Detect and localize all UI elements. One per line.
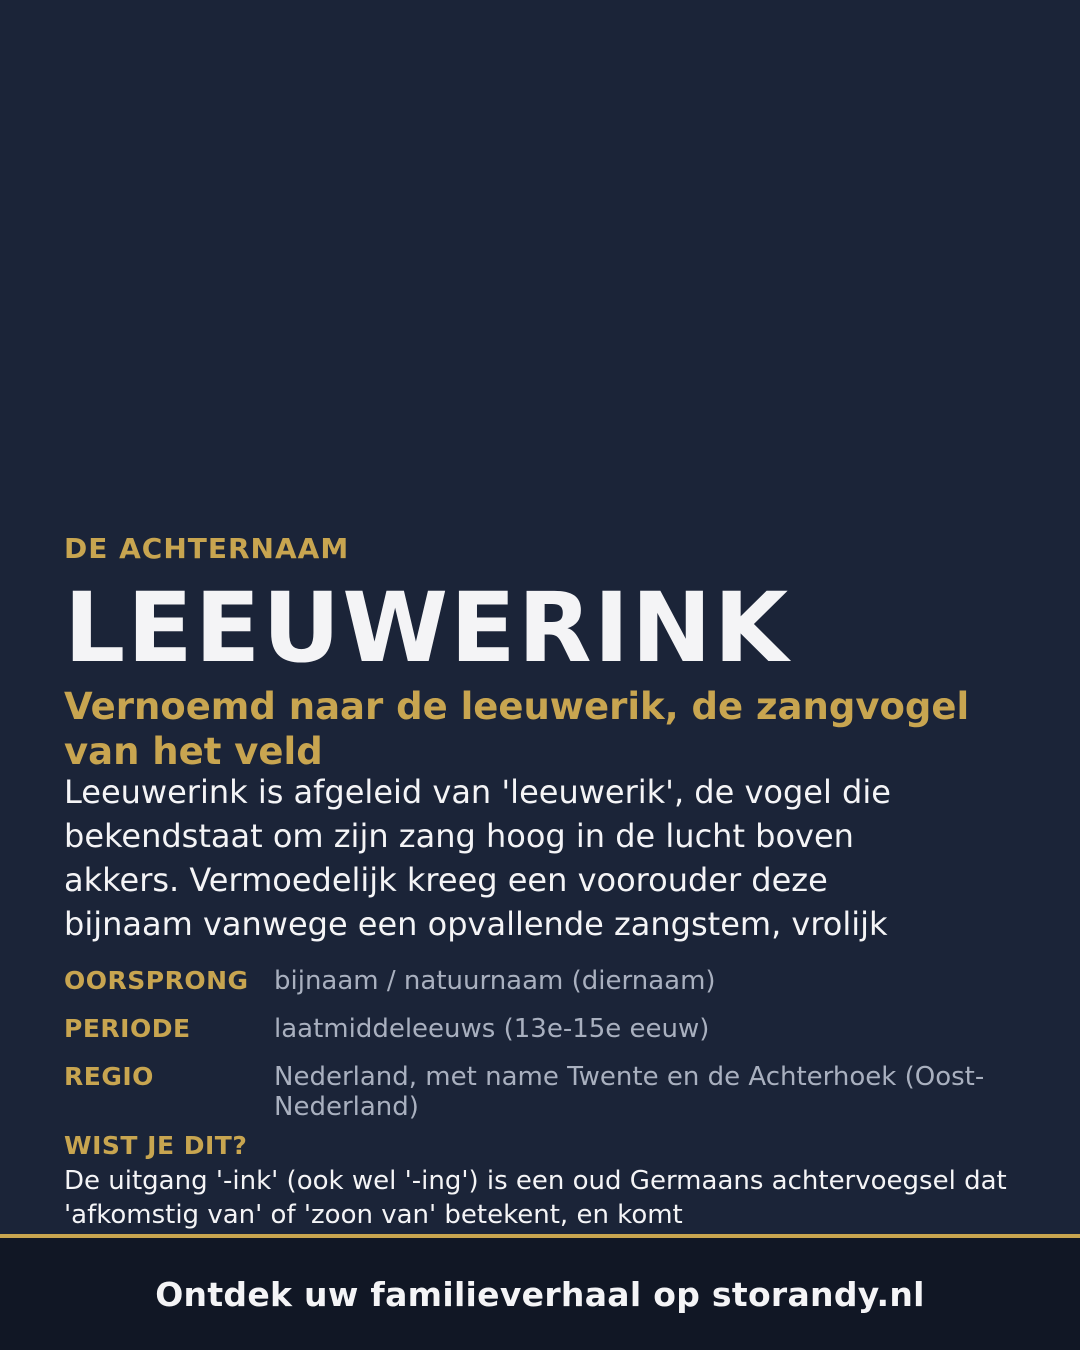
surname-card [64,0,1016,1234]
facts-list [64,964,1016,1136]
fact-row-period [64,1012,1016,1046]
fact-value: Nederland, met name Twente en de Achterhoek (Oost-Nederland) [274,1062,985,1122]
fact-label: OORSPRONG [64,966,249,995]
surname-title: LEEUWERINK [64,572,791,684]
footer-banner [0,1234,1080,1350]
fact-row-origin [64,964,1016,998]
surname-tagline: Vernoemd naar de leeuwerik, de zangvogel van het veld [64,685,970,773]
footer-cta-text: Ontdek uw familieverhaal op storandy.nl [155,1274,925,1314]
fact-row-region [64,1060,1016,1122]
did-you-know-text: De uitgang '-ink' (ook wel '-ing') is een oud Germaans achtervoegsel dat 'afkomstig van' of 'zoon van' betekent, en komt [64,1166,1007,1230]
fact-value: laatmiddeleeuws (13e-15e eeuw) [274,1014,710,1044]
eyebrow-label: DE ACHTERNAAM [64,532,350,565]
fact-value: bijnaam / natuurnaam (diernaam) [274,966,716,996]
fact-label: REGIO [64,1062,154,1091]
surname-description: Leeuwerink is afgeleid van 'leeuwerik', de vogel die bekendstaat om zijn zang hoog in de lucht boven akkers. Vermoedelijk kreeg een voorouder deze bijnaam vanwege een opvallende zangstem, vrolijk [64,773,891,943]
fact-label: PERIODE [64,1014,191,1043]
did-you-know-heading: WIST JE DIT? [64,1131,248,1160]
